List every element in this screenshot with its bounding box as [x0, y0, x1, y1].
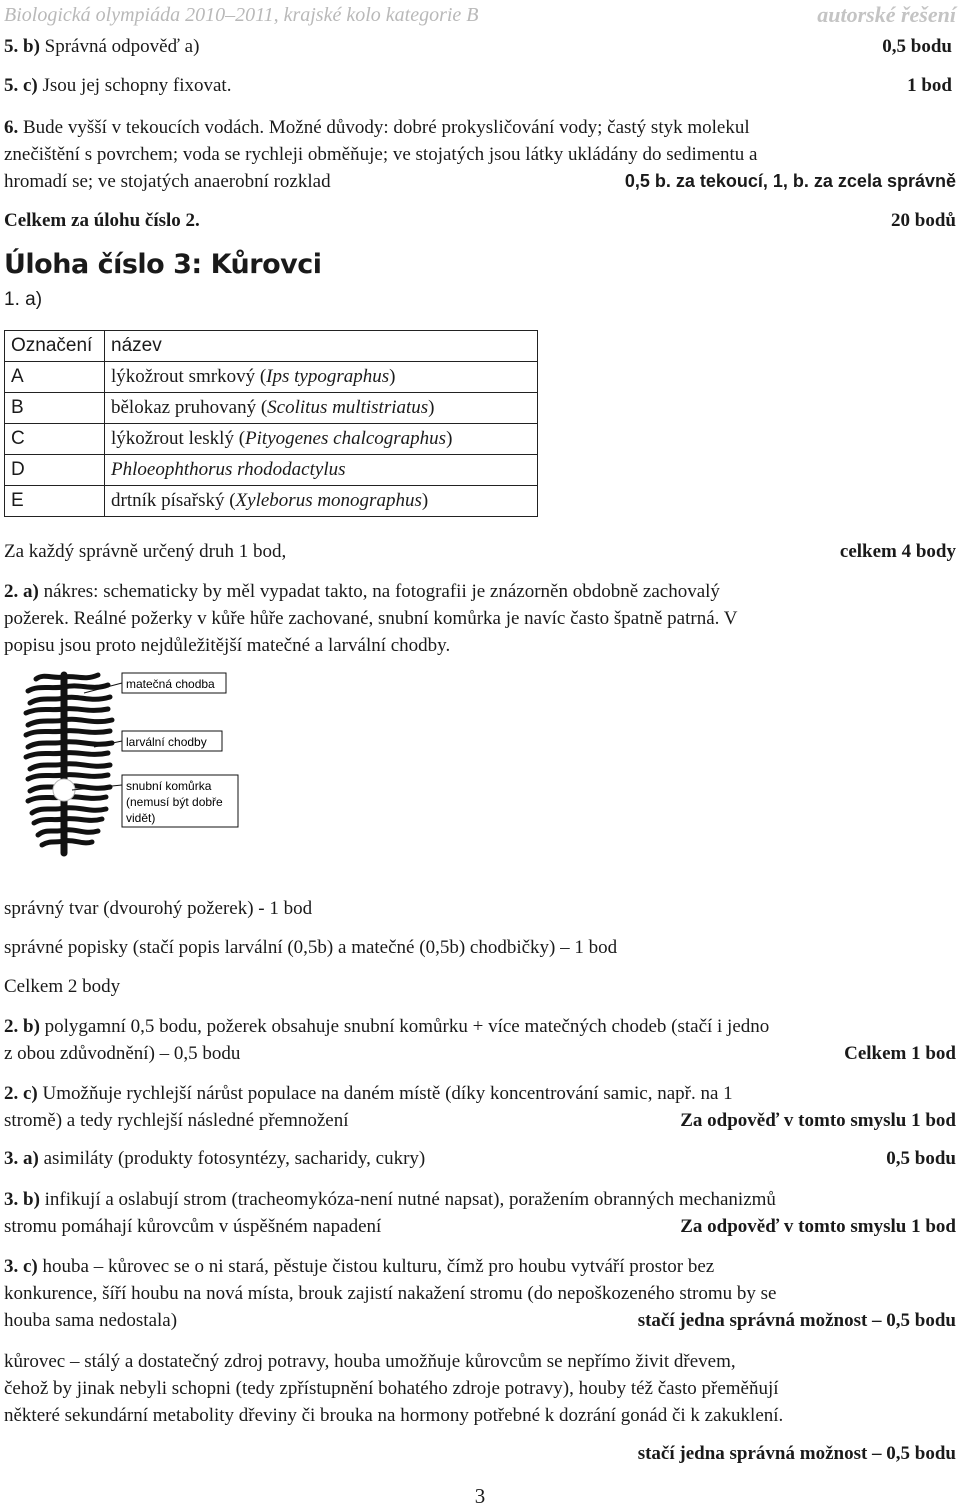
- answer-line: infikují a oslabují strom (tracheomykóza-není nutné napsat), poražením obranných mechanizmů: [44, 1189, 776, 1210]
- answer-5b: [4, 36, 956, 58]
- answer-line: houba – kůrovec se o ni stará, pěstuje čistou kulturu, čímž pro houbu vytváří prostor bez: [42, 1256, 715, 1277]
- answer-line: hromadí se; ve stojatých anaerobní rozklad: [4, 171, 331, 192]
- sketch-label-chamber: snubní komůrka: [126, 779, 212, 793]
- answer-line: houba sama nedostala): [4, 1310, 178, 1331]
- points: celkem 4 body: [839, 541, 956, 562]
- answer-line: kůrovec – stálý a dostatečný zdroj potravy, houba umožňuje kůrovcům se nepřímo živit dřevem,: [4, 1351, 736, 1372]
- answer-line: nákres: schematicky by měl vypadat takto, na fotografii je znázorněn obdobně zachovalý: [43, 581, 720, 602]
- answer-line: čehož by jinak nebyli schopni (tedy zpřístupnění bohatého zdroje potravy), houby též často přeměňují: [4, 1378, 779, 1399]
- table-row: [5, 455, 538, 486]
- total-points: 20 bodů: [891, 210, 956, 231]
- table-row: [5, 393, 538, 424]
- answer-line: z obou zdůvodnění) – 0,5 bodu: [4, 1043, 241, 1064]
- total-label: Celkem za úlohu číslo 2.: [4, 210, 200, 231]
- answer-3c: [4, 1253, 956, 1334]
- points: 0,5 bodu: [886, 1148, 956, 1169]
- answer-3b: [4, 1186, 956, 1240]
- answer-2a: [4, 578, 956, 659]
- points: Za odpověď v tomto smyslu 1 bod: [680, 1110, 956, 1131]
- table-cell-mark: C: [5, 424, 105, 455]
- table-cell-mark: B: [5, 393, 105, 424]
- answer-line: požerek. Reálné požerky v kůře hůře zachované, snubní komůrka je navíc často špatně patrná. V: [4, 608, 738, 629]
- header-label: autorské řešení: [817, 2, 956, 27]
- header-title: Biologická olympiáda 2010–2011, krajské kolo kategorie B: [4, 4, 479, 26]
- question-label-1a: 1. a): [4, 289, 43, 310]
- answer-line: znečištění s povrchem; voda se rychleji obměňuje; ve stojatých jsou látky ukládány do sedimentu a: [4, 144, 758, 165]
- table-cell-name: lýkožrout lesklý (Pityogenes chalcographus): [105, 424, 538, 455]
- table-header-cell: název: [105, 331, 538, 362]
- score-total-2a: Celkem 2 body: [4, 976, 121, 997]
- answer-6: [4, 114, 956, 195]
- table-cell-mark: D: [5, 455, 105, 486]
- table-cell-name: bělokaz pruhovaný (Scolitus multistriatus): [105, 393, 538, 424]
- table-header-cell: Označení: [5, 331, 105, 362]
- question-label: 6.: [4, 117, 19, 138]
- species-table: [4, 330, 538, 517]
- points: stačí jedna správná možnost – 0,5 bodu: [637, 1310, 956, 1331]
- question-label: 2. c): [4, 1083, 38, 1104]
- task-total: [4, 210, 956, 232]
- points: 1 bod: [907, 75, 952, 96]
- table-header-row: [5, 331, 538, 362]
- question-label: 3. c): [4, 1256, 38, 1277]
- points: Celkem 1 bod: [844, 1043, 956, 1064]
- points: stačí jedna správná možnost – 0,5 bodu: [637, 1443, 956, 1464]
- score-text: Za každý správně určený druh 1 bod,: [4, 541, 287, 562]
- answer-line: polygamní 0,5 bodu, požerek obsahuje snubní komůrku + více matečných chodeb (stačí i jedno: [44, 1016, 770, 1037]
- answer-line: některé sekundární metabolity dřeviny či brouka na hormony potřebné k dozrání gonád či k zakuklení.: [4, 1405, 784, 1426]
- answer-2c: [4, 1080, 956, 1134]
- sketch-label-maternal: matečná chodba: [126, 677, 215, 691]
- answer-5c: [4, 75, 956, 97]
- section-title: Úloha číslo 3: Kůrovci: [4, 249, 322, 280]
- table-cell-mark: E: [5, 486, 105, 517]
- question-label: 5. c): [4, 75, 38, 96]
- answer-line: Umožňuje rychlejší nárůst populace na daném místě (díky koncentrování samic, např. na 1: [42, 1083, 733, 1104]
- table-row: [5, 424, 538, 455]
- question-label: 3. b): [4, 1189, 40, 1210]
- page-header: [0, 2, 960, 32]
- question-label: 2. a): [4, 581, 39, 602]
- answer-2b: [4, 1013, 956, 1067]
- answer-3c-alt: [4, 1348, 956, 1429]
- points: 0,5 b. za tekoucí, 1, b. za zcela správně: [624, 171, 956, 191]
- points: 0,5 bodu: [882, 36, 952, 57]
- table-row: [5, 362, 538, 393]
- answer-line: stromu pomáhají kůrovcům v úspěšném napadení: [4, 1216, 382, 1237]
- question-label: 2. b): [4, 1016, 40, 1037]
- sketch-label-chamber-note2: vidět): [126, 811, 156, 825]
- table-cell-name: Phloeophthorus rhododactylus: [105, 455, 538, 486]
- gallery-sketch-drawing: [22, 665, 262, 860]
- answer-text: asimiláty (produkty fotosyntézy, sacharidy, cukry): [43, 1148, 426, 1169]
- sketch-label-larval: larvální chodby: [126, 735, 207, 749]
- sketch-label-chamber-note: (nemusí být dobře: [126, 795, 223, 809]
- points: Za odpověď v tomto smyslu 1 bod: [680, 1216, 956, 1237]
- answer-3a: [4, 1148, 956, 1170]
- table-cell-name: drtník písařský (Xyleborus monographus): [105, 486, 538, 517]
- answer-line: stromě) a tedy rychlejší následné přemnožení: [4, 1110, 349, 1131]
- table-row: [5, 486, 538, 517]
- answer-text: Jsou jej schopny fixovat.: [42, 75, 232, 96]
- answer-text: Správná odpověď a): [44, 36, 200, 57]
- score-labels: správné popisky (stačí popis larvální (0,5b) a matečné (0,5b) chodbičky) – 1 bod: [4, 937, 618, 958]
- answer-line: konkurence, šíří houbu na nová místa, brouk zajistí nakažení stromu (do nepoškozeného stromu by se: [4, 1283, 777, 1304]
- page-number: 3: [474, 1484, 486, 1508]
- score-1a: [4, 541, 956, 563]
- answer-line: popisu jsou proto nejdůležitější matečné a larvální chodby.: [4, 635, 451, 656]
- question-label: 5. b): [4, 36, 40, 57]
- answer-line: Bude vyšší v tekoucích vodách. Možné důvody: dobré prokysličování vody; častý styk molekul: [23, 117, 750, 138]
- table-cell-name: lýkožrout smrkový (Ips typographus): [105, 362, 538, 393]
- gallery-sketch: [22, 665, 262, 860]
- score-shape: správný tvar (dvourohý požerek) - 1 bod: [4, 898, 313, 919]
- table-cell-mark: A: [5, 362, 105, 393]
- question-label: 3. a): [4, 1148, 39, 1169]
